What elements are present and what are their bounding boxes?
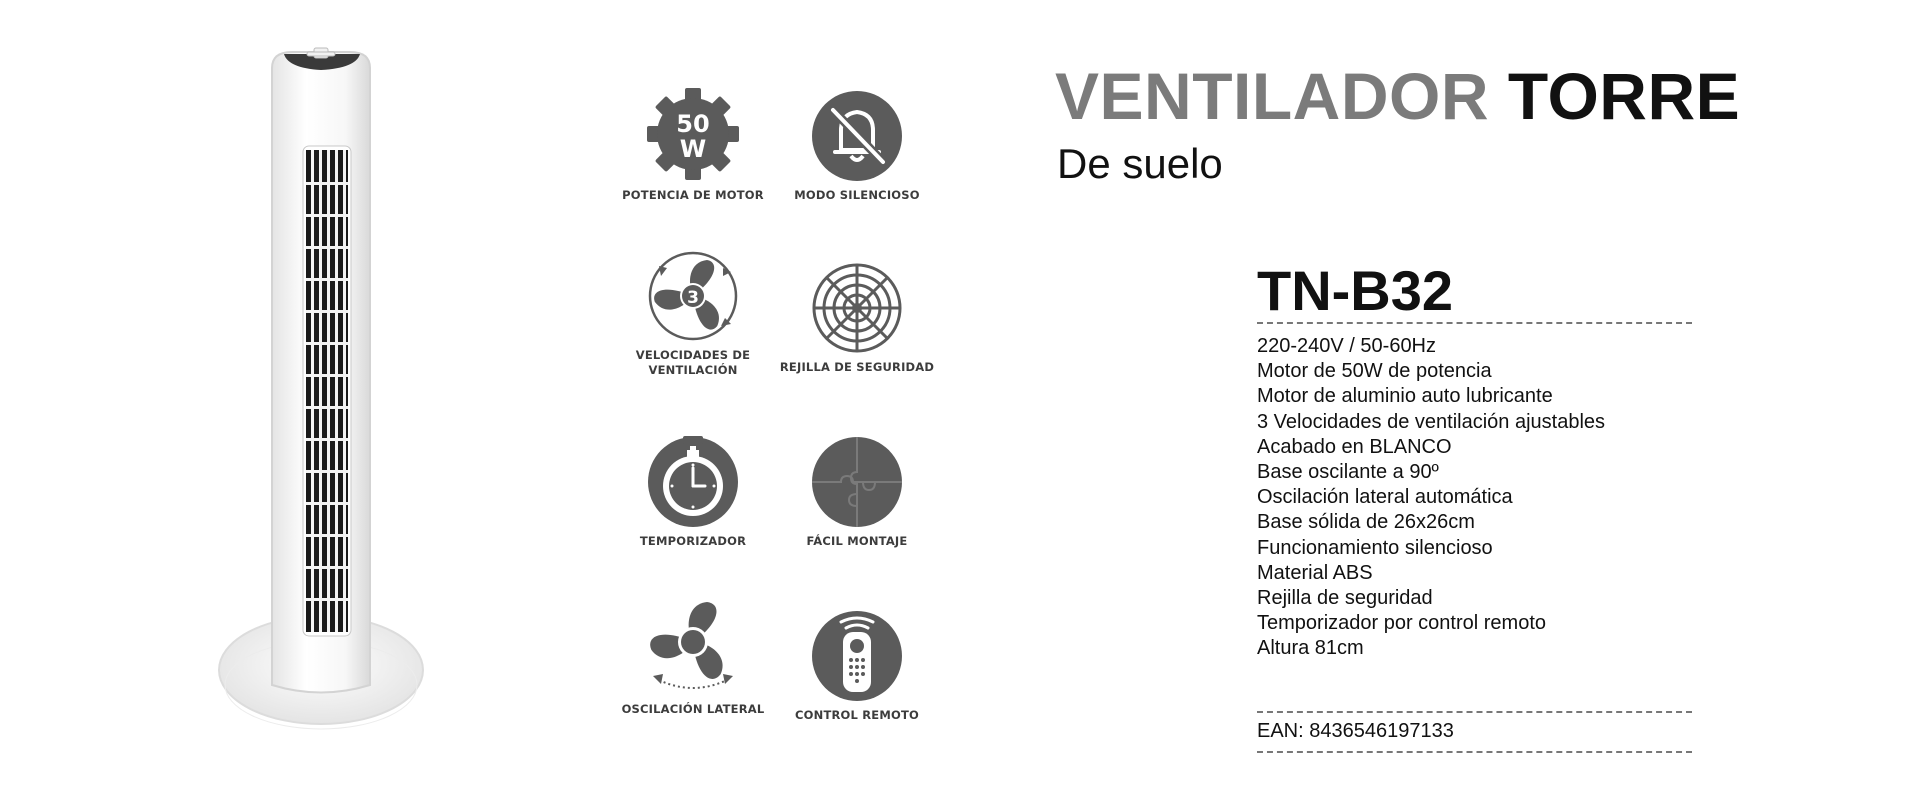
- feature-label: REJILLA DE SEGURIDAD: [779, 360, 935, 374]
- feature-timer: [603, 434, 783, 549]
- spec-item: 220-240V / 50-60Hz: [1257, 335, 1437, 357]
- gear-50w-icon: [645, 86, 741, 182]
- spec-item: Rejilla de seguridad: [1257, 587, 1433, 610]
- feature-label: MODO SILENCIOSO: [794, 188, 920, 202]
- ean-code: EAN: 8436546197133: [1257, 720, 1454, 742]
- spec-item: Acabado en BLANCO: [1257, 435, 1452, 458]
- feature-silent-mode: [767, 90, 947, 203]
- spec-item: Altura 81cm: [1257, 637, 1364, 660]
- grille-icon: [811, 262, 903, 354]
- gear-badge-bottom: W: [679, 135, 707, 163]
- spec-item: Oscilación lateral automática: [1257, 486, 1513, 509]
- tower-fan-product-image: [210, 40, 450, 760]
- feature-safety-grille: [767, 262, 947, 375]
- spec-item: Base sólida de 26x26cm: [1257, 511, 1475, 534]
- feature-label: CONTROL REMOTO: [795, 708, 919, 722]
- gear-badge-top: 50: [676, 110, 710, 138]
- feature-label-wrap: [603, 348, 783, 378]
- spec-item: Temporizador por control remoto: [1257, 612, 1547, 635]
- spec-item: 3 Velocidades de ventilación ajustables: [1257, 410, 1606, 433]
- feature-label-line2: VENTILACIÓN: [648, 363, 738, 377]
- feature-label: TEMPORIZADOR: [639, 534, 747, 548]
- model-number: TN-B32: [1257, 259, 1454, 322]
- puzzle-icon: [811, 436, 903, 528]
- spec-item: Material ABS: [1257, 561, 1373, 584]
- remote-control-icon: [811, 610, 903, 702]
- feature-label: OSCILACIÓN LATERAL: [621, 702, 765, 716]
- fan-3-speeds-icon: [645, 250, 741, 342]
- feature-speeds: [603, 250, 783, 378]
- speed-count-badge: 3: [687, 288, 699, 308]
- product-subtitle: De suelo: [1057, 140, 1223, 187]
- divider-top: [1257, 322, 1692, 324]
- stopwatch-icon: [647, 434, 739, 528]
- spec-item: Motor de aluminio auto lubricante: [1257, 385, 1553, 408]
- feature-easy-assembly: [767, 436, 947, 549]
- feature-label: FÁCIL MONTAJE: [806, 534, 908, 548]
- feature-remote-control: [767, 610, 947, 723]
- title-light: VENTILADOR: [1055, 59, 1489, 133]
- spec-item: Base oscilante a 90º: [1257, 461, 1439, 484]
- feature-lateral-oscillation: [603, 600, 783, 717]
- feature-label-line1: VELOCIDADES DE: [635, 348, 751, 362]
- oscillating-fan-icon: [645, 600, 741, 696]
- divider-middle: [1257, 711, 1692, 713]
- spec-item: Funcionamiento silencioso: [1257, 536, 1493, 559]
- spec-item: Motor de 50W de potencia: [1257, 360, 1492, 383]
- feature-label: POTENCIA DE MOTOR: [622, 188, 764, 202]
- spec-list: [1257, 334, 1605, 662]
- feature-motor-power: [603, 86, 783, 203]
- muted-bell-icon: [811, 90, 903, 182]
- divider-bottom: [1257, 751, 1692, 753]
- product-title: [1055, 58, 1740, 134]
- title-dark: TORRE: [1507, 59, 1741, 133]
